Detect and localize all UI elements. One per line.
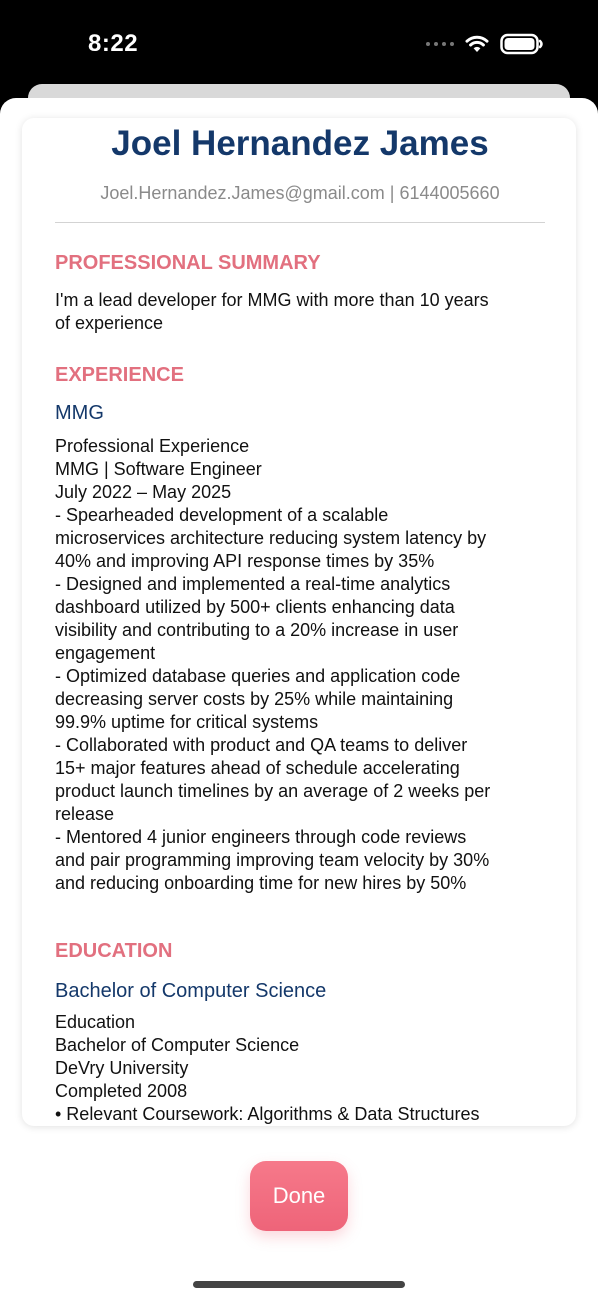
status-time: 8:22 (88, 30, 139, 57)
education-section-title: EDUCATION (55, 940, 173, 962)
experience-text: Professional Experience MMG | Software Engineer July 2022 – May 2025 - Spearheaded development of a scalable microservices architecture reducing system latency by 40% and improving API response times by 35% - Designed and implemented a real-time analytics dashboard utilized by 500+ clients enhancing data visibility and contributing to a 20% increase in user engagement - Optimized database queries and application code decreasing server costs by 25% while maintaining 99.9% uptime for critical systems - Collaborated with product and QA teams to deliver 15+ major features ahead of schedule accelerating product launch timelines by an average of 2 weeks per release - Mentored 4 junior engineers through code reviews and pair programming improving team velocity by 30% and reducing onboarding time for new hires by 50% (55, 436, 491, 893)
summary-text: I'm a lead developer for MMG with more than 10 years of experience (55, 290, 489, 333)
done-button[interactable]: Done (250, 1161, 348, 1231)
resume-contact: Joel.Hernandez.James@gmail.com | 6144005660 (100, 183, 500, 203)
cellular-dots-icon (426, 42, 454, 46)
education-text: Education Bachelor of Computer Science DeVry University Completed 2008 • Relevant Coursework: Algorithms & Data Structures (55, 1012, 480, 1124)
resume-content (55, 118, 545, 1126)
education-degree: Bachelor of Computer Science (55, 980, 327, 1002)
experience-company: MMG (55, 402, 104, 424)
resume-name: Joel Hernandez James (111, 124, 489, 163)
wifi-icon (464, 34, 490, 54)
home-indicator (193, 1281, 405, 1288)
experience-section-title: EXPERIENCE (55, 364, 184, 386)
battery-icon (500, 33, 544, 55)
header-divider (55, 222, 545, 223)
summary-section-title: PROFESSIONAL SUMMARY (55, 252, 321, 274)
status-icons (426, 33, 544, 55)
resume-card[interactable] (22, 118, 576, 1126)
status-bar (0, 0, 598, 88)
resume-preview-sheet (0, 98, 598, 1300)
